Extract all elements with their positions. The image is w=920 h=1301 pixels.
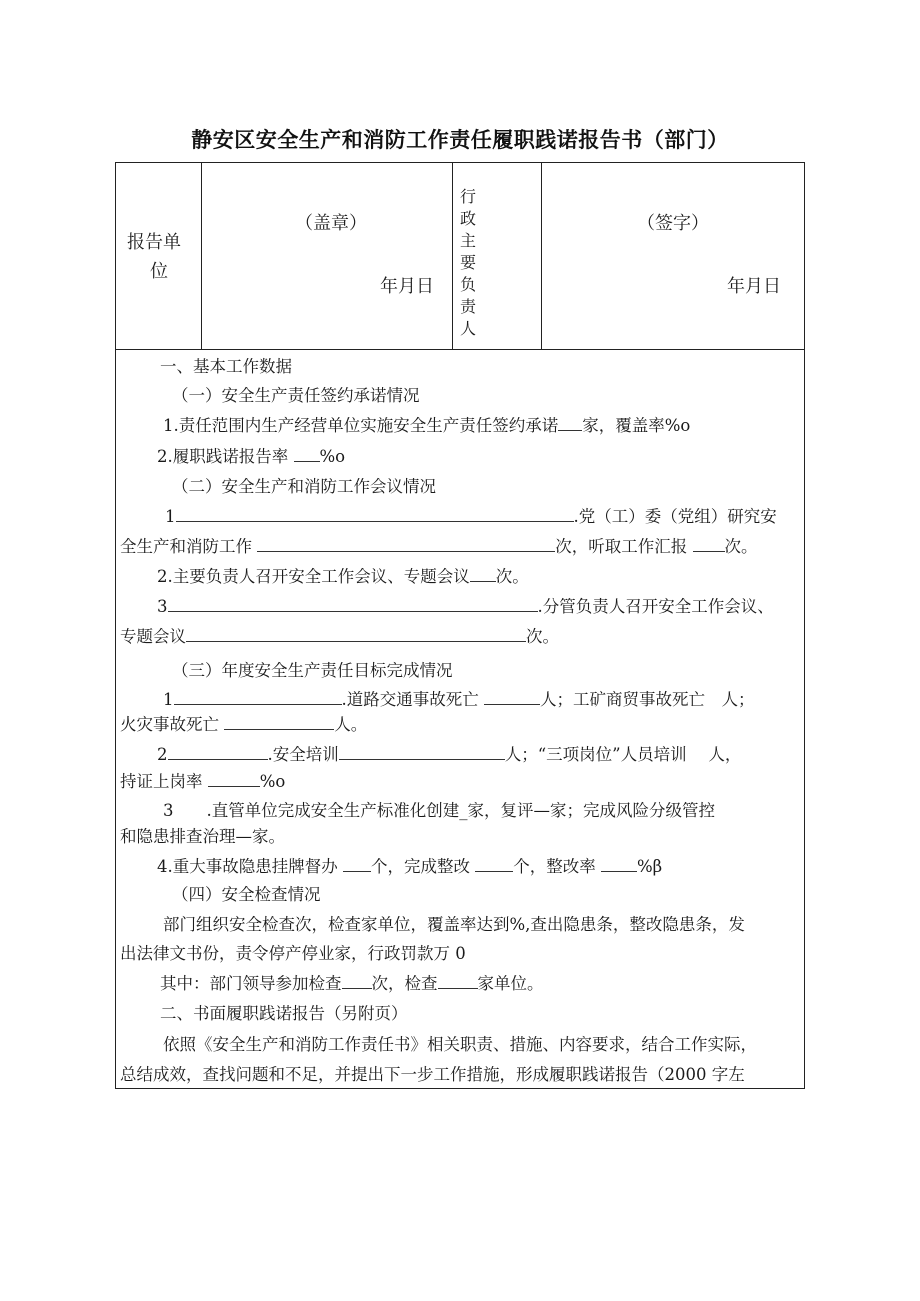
text-line: 火灾事故死亡 人。 (120, 715, 368, 734)
text-line: 全生产和消防工作 次，听取工作汇报 次。 (120, 537, 758, 556)
subsection-heading: （二）安全生产和消防工作会议情况 (172, 477, 436, 496)
unit-label: 报告单 (127, 232, 181, 253)
subsection-heading: （四）安全检查情况 (172, 885, 321, 904)
text-line: 1 .党（工）委（党组）研究安 (165, 507, 777, 526)
seal-placeholder: （盖章） (295, 213, 367, 234)
text-line: 其中：部门领导参加检查 次，检查 家单位。 (160, 974, 544, 993)
text-line: 出法律文书份，责令停产停业家，行政罚款万 0 (120, 944, 466, 963)
text-line: 2.履职践诺报告率 %o (157, 447, 346, 466)
text-line: 持证上岗率 %o (120, 772, 286, 791)
text-line: 2 .安全培训 人；“三项岗位”人员培训 人， (157, 745, 742, 764)
column-divider (452, 163, 453, 349)
text-line: 2.主要负责人召开安全工作会议、专题会议 次。 (157, 567, 529, 586)
document-title: 静安区安全生产和消防工作责任履职践诺报告书（部门） (191, 128, 729, 152)
row-divider (116, 349, 804, 350)
column-divider (201, 163, 202, 349)
text-line: 1.责任范围内生产经营单位实施安全生产责任签约承诺 家，覆盖率%o (163, 416, 691, 435)
text-line: 3 .分管负责人召开安全工作会议、 (157, 597, 774, 616)
date-left: 年月日 (380, 276, 434, 297)
head-of-admin-label: 行政主要负责人 (459, 187, 476, 338)
unit-label-cont: 位 (150, 261, 168, 282)
section-2-heading: 二、书面履职践诺报告（另附页） (160, 1004, 408, 1023)
text-line: 3 .直管单位完成安全生产标准化创建_家，复评—家；完成风险分级管控 (163, 801, 715, 820)
signature-placeholder: （签字） (637, 213, 709, 234)
text-line: 和隐患排查治理—家。 (120, 827, 285, 846)
text-line: 依照《安全生产和消防工作责任书》相关职责、措施、内容要求，结合工作实际， (163, 1035, 757, 1054)
subsection-heading: （一）安全生产责任签约承诺情况 (172, 386, 420, 405)
text-line: 部门组织安全检查次，检查家单位，覆盖率达到%,查出隐患条，整改隐患条，发 (163, 915, 745, 934)
subsection-heading: （三）年度安全生产责任目标完成情况 (172, 661, 453, 680)
date-right: 年月日 (727, 276, 781, 297)
text-line: 4.重大事故隐患挂牌督办 个，完成整改 个，整改率 %β (157, 857, 663, 876)
text-line: 1 .道路交通事故死亡 人；工矿商贸事故死亡 人； (163, 690, 755, 709)
text-line: 总结成效，查找问题和不足，并提出下一步工作措施，形成履职践诺报告（2000 字左 (120, 1065, 745, 1084)
text-line: 专题会议 次。 (120, 627, 559, 646)
section-1-heading: 一、基本工作数据 (160, 357, 292, 376)
column-divider (541, 163, 542, 349)
